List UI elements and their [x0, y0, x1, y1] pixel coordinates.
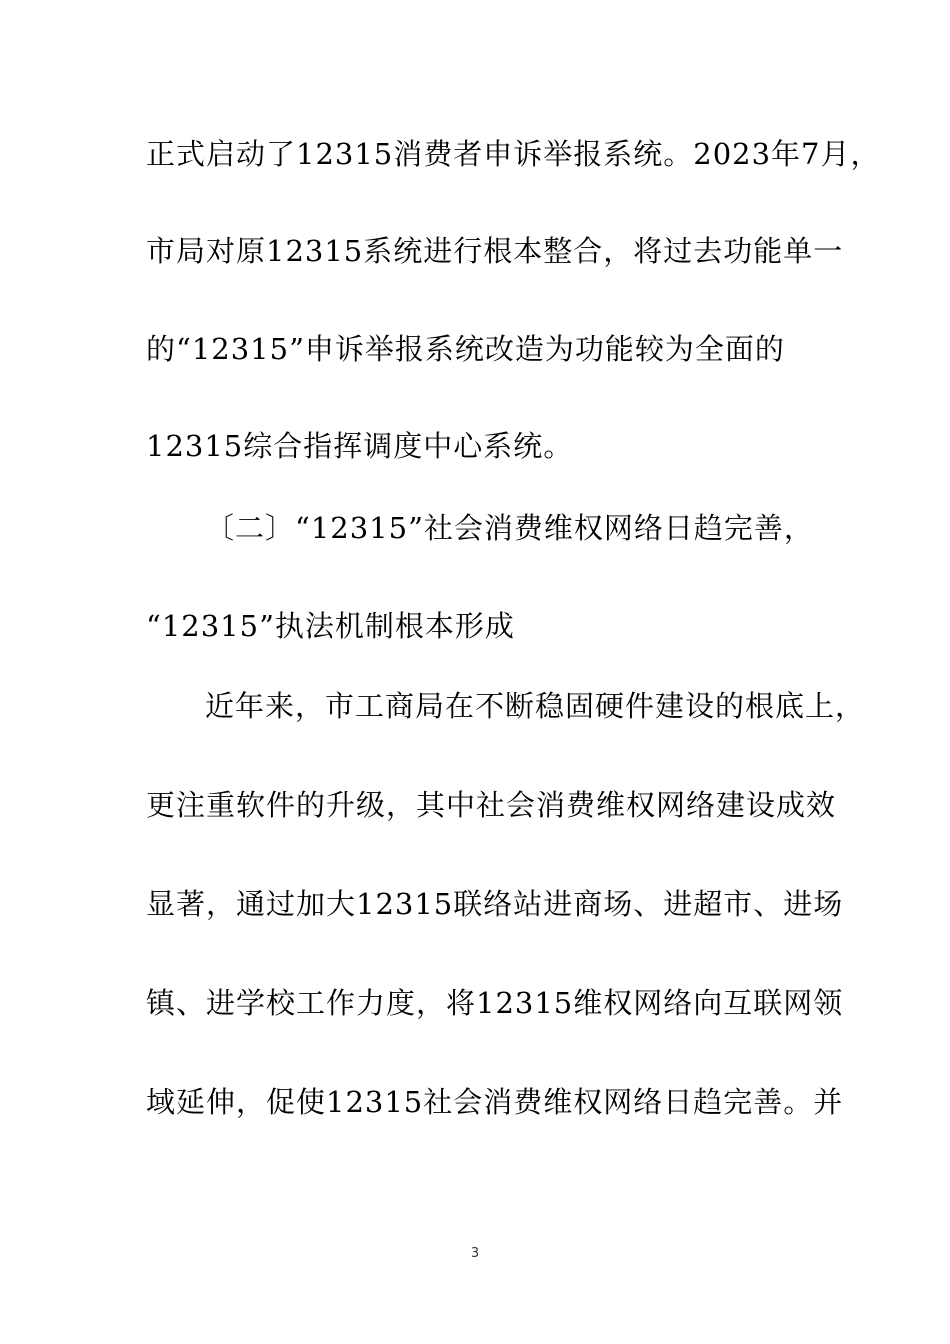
- section-heading-line-2: “12315”执法机制根本形成: [146, 609, 515, 643]
- text-line-9: 显著，通过加大12315联络站进商场、进超市、进场: [146, 887, 844, 921]
- text-line-1: 正式启动了12315消费者申诉举报系统。2023年7月，: [146, 137, 881, 171]
- text-line-3: 的“12315”申诉举报系统改造为功能较为全面的: [146, 332, 785, 366]
- text-line-10: 镇、进学校工作力度，将12315维权网络向互联网领: [146, 986, 844, 1020]
- page-number: 3: [470, 1246, 480, 1261]
- text-line-7: 近年来，市工商局在不断稳固硬件建设的根底上，: [205, 689, 866, 723]
- text-line-11: 域延伸，促使12315社会消费维权网络日趋完善。并: [146, 1085, 844, 1119]
- text-line-8: 更注重软件的升级，其中社会消费维权网络建设成效: [146, 788, 837, 822]
- text-line-2: 市局对原12315系统进行根本整合，将过去功能单一: [146, 234, 844, 268]
- section-heading-line-1: 〔二〕“12315”社会消费维权网络日趋完善，: [205, 511, 814, 545]
- text-line-4: 12315综合指挥调度中心系统。: [146, 429, 574, 463]
